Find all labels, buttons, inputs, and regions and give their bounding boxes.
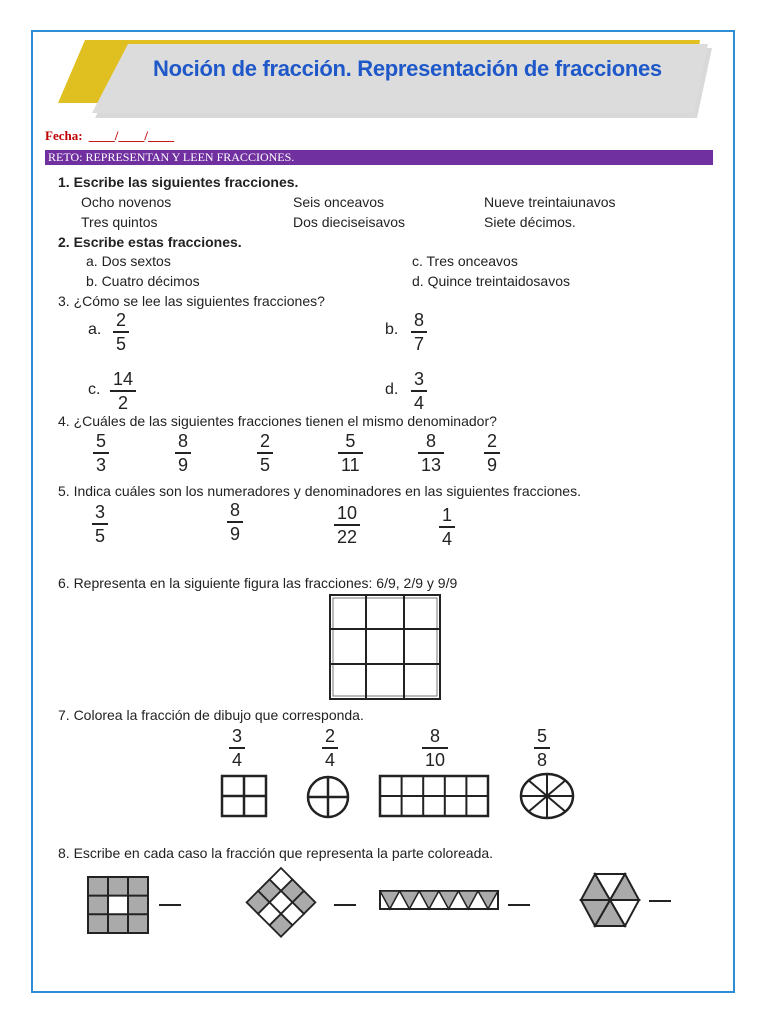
q2-item: a. Dos sextos xyxy=(86,253,171,269)
q8-answer-line xyxy=(649,900,671,902)
q5-title: 5. Indica cuáles son los numeradores y denominadores en las siguientes fracciones. xyxy=(58,483,581,499)
q5-fraction: 10 22 xyxy=(334,503,360,547)
q8-title: 8. Escribe en cada caso la fracción que representa la parte coloreada. xyxy=(58,845,494,861)
page-title: Noción de fracción. Representación de fracciones xyxy=(153,56,662,81)
date-label: Fecha: ____/____/____ xyxy=(45,128,175,143)
q3-label-d: d. xyxy=(385,381,399,398)
q7-fraction: 8 10 xyxy=(422,726,448,770)
q8-grid-figure xyxy=(87,876,149,934)
q3-fraction-a: 2 5 xyxy=(113,310,129,354)
q2-item: b. Cuatro décimos xyxy=(86,273,200,289)
q6-grid-figure xyxy=(329,594,441,700)
q1-item: Dos dieciseisavos xyxy=(293,214,406,230)
q3-label-c: c. xyxy=(88,381,101,398)
q4-fraction: 5 3 xyxy=(93,431,109,475)
q7-circle-figure xyxy=(306,775,350,819)
q8-answer-line xyxy=(508,904,530,906)
q7-pie-figure xyxy=(519,772,575,820)
q3-label-a: a. xyxy=(88,321,102,338)
q5-fraction: 1 4 xyxy=(439,505,455,549)
q3-fraction-d: 3 4 xyxy=(411,369,427,413)
q1-item: Ocho novenos xyxy=(81,194,172,210)
q5-fraction: 3 5 xyxy=(92,502,108,546)
q4-title: 4. ¿Cuáles de las siguientes fracciones tienen el mismo denominador? xyxy=(58,413,497,429)
q5-fraction: 8 9 xyxy=(227,500,243,544)
q3-label-b: b. xyxy=(385,321,399,338)
q2-item: c. Tres onceavos xyxy=(412,253,518,269)
q3-title: 3. ¿Cómo se lee las siguientes fracciones? xyxy=(58,293,325,309)
q1-item: Tres quintos xyxy=(81,214,158,230)
q7-fraction: 2 4 xyxy=(322,726,338,770)
q7-fraction: 5 8 xyxy=(534,726,550,770)
q4-fraction: 2 9 xyxy=(484,431,500,475)
q8-triangle-strip-figure xyxy=(379,890,499,912)
q8-answer-line xyxy=(334,904,356,906)
q4-fraction: 8 9 xyxy=(175,431,191,475)
q4-fraction: 8 13 xyxy=(418,431,444,475)
q6-title: 6. Representa en la siguiente figura las fracciones: 6/9, 2/9 y 9/9 xyxy=(58,575,458,591)
q8-diamond-figure xyxy=(238,866,324,944)
q2-title: 2. Escribe estas fracciones. xyxy=(58,234,242,250)
q7-title: 7. Colorea la fracción de dibujo que corresponda. xyxy=(58,707,364,723)
q7-rectangle-figure xyxy=(379,775,489,817)
challenge-text: RETO: REPRESENTAN Y LEEN FRACCIONES. xyxy=(48,150,295,164)
q2-item: d. Quince treintaidosavos xyxy=(412,273,570,289)
q4-fraction: 2 5 xyxy=(257,431,273,475)
q1-item: Nueve treintaiunavos xyxy=(484,194,616,210)
q1-title: 1. Escribe las siguientes fracciones. xyxy=(58,174,299,190)
q1-item: Siete décimos. xyxy=(484,214,576,230)
q8-hexagon-figure xyxy=(580,872,640,928)
q8-answer-line xyxy=(159,904,181,906)
q7-fraction: 3 4 xyxy=(229,726,245,770)
q3-fraction-b: 8 7 xyxy=(411,310,427,354)
q4-fraction: 5 11 xyxy=(338,431,363,475)
q7-square-figure xyxy=(221,775,267,817)
q3-fraction-c: 14 2 xyxy=(110,369,136,413)
q1-item: Seis onceavos xyxy=(293,194,385,210)
